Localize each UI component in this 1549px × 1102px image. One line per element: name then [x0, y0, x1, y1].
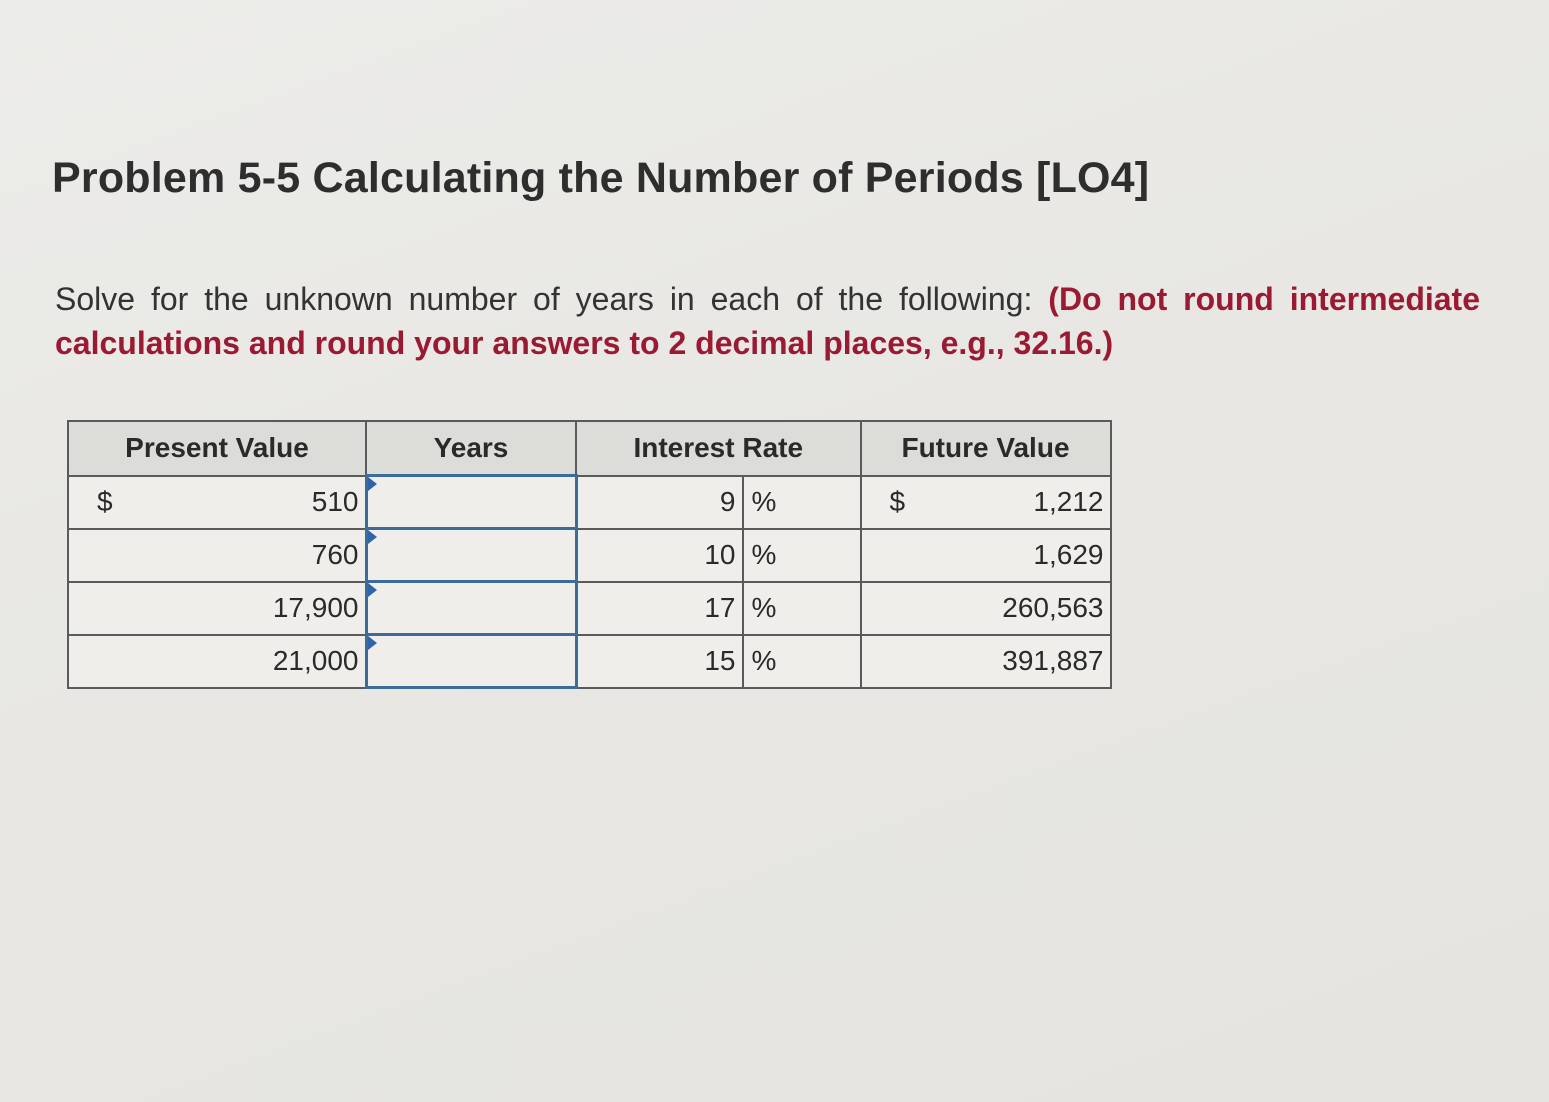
table-row — [68, 635, 1111, 688]
input-marker-icon — [368, 477, 377, 491]
years-answer-cell[interactable] — [366, 582, 576, 635]
page-title: Problem 5-5 Calculating the Number of Periods [LO4] — [52, 154, 1150, 202]
header-future-value: Future Value — [861, 421, 1111, 476]
present-value-cell — [68, 582, 366, 635]
years-input[interactable] — [368, 636, 575, 686]
header-years: Years — [366, 421, 576, 476]
future-value: 1,629 — [1033, 539, 1104, 570]
present-value-cell — [68, 635, 366, 688]
present-value-cell — [68, 529, 366, 582]
future-value: 391,887 — [1002, 645, 1104, 676]
input-marker-icon — [368, 583, 377, 597]
table-row — [68, 529, 1111, 582]
header-present-value: Present Value — [68, 421, 366, 476]
table-row — [68, 582, 1111, 635]
present-value: 17,900 — [272, 592, 359, 623]
percent-sign: % — [743, 582, 861, 635]
percent-sign: % — [743, 476, 861, 529]
input-marker-icon — [368, 636, 377, 650]
years-input[interactable] — [368, 530, 575, 580]
years-answer-cell[interactable] — [366, 476, 576, 529]
years-answer-cell[interactable] — [366, 529, 576, 582]
present-value: 21,000 — [272, 645, 359, 676]
future-value-cell — [861, 635, 1111, 688]
percent-sign: % — [743, 529, 861, 582]
present-value: 760 — [311, 539, 359, 570]
future-value-cell — [861, 476, 1111, 529]
future-value-cell — [861, 529, 1111, 582]
interest-rate-value: 15 — [576, 635, 743, 688]
interest-rate-value: 17 — [576, 582, 743, 635]
future-value: 1,212 — [1033, 486, 1104, 517]
header-interest-rate: Interest Rate — [576, 421, 861, 476]
table-header-row — [68, 421, 1111, 476]
problem-table — [67, 420, 1112, 689]
years-answer-cell[interactable] — [366, 635, 576, 688]
percent-sign: % — [743, 635, 861, 688]
future-value: 260,563 — [1002, 592, 1104, 623]
present-value-cell — [68, 476, 366, 529]
interest-rate-value: 10 — [576, 529, 743, 582]
table-row — [68, 476, 1111, 529]
input-marker-icon — [368, 530, 377, 544]
instructions — [55, 277, 1480, 365]
currency-symbol: $ — [97, 486, 113, 517]
instructions-text: Solve for the unknown number of years in each of the following: — [55, 281, 1049, 317]
interest-rate-value: 9 — [576, 476, 743, 529]
years-input[interactable] — [368, 477, 575, 527]
rounding-note: (Do not round intermediate calculations and round your answers to 2 decimal places, e.g., 32.16.) — [55, 281, 1481, 361]
present-value: 510 — [311, 486, 359, 517]
years-input[interactable] — [368, 583, 575, 633]
future-value-cell — [861, 582, 1111, 635]
currency-symbol: $ — [889, 486, 906, 517]
